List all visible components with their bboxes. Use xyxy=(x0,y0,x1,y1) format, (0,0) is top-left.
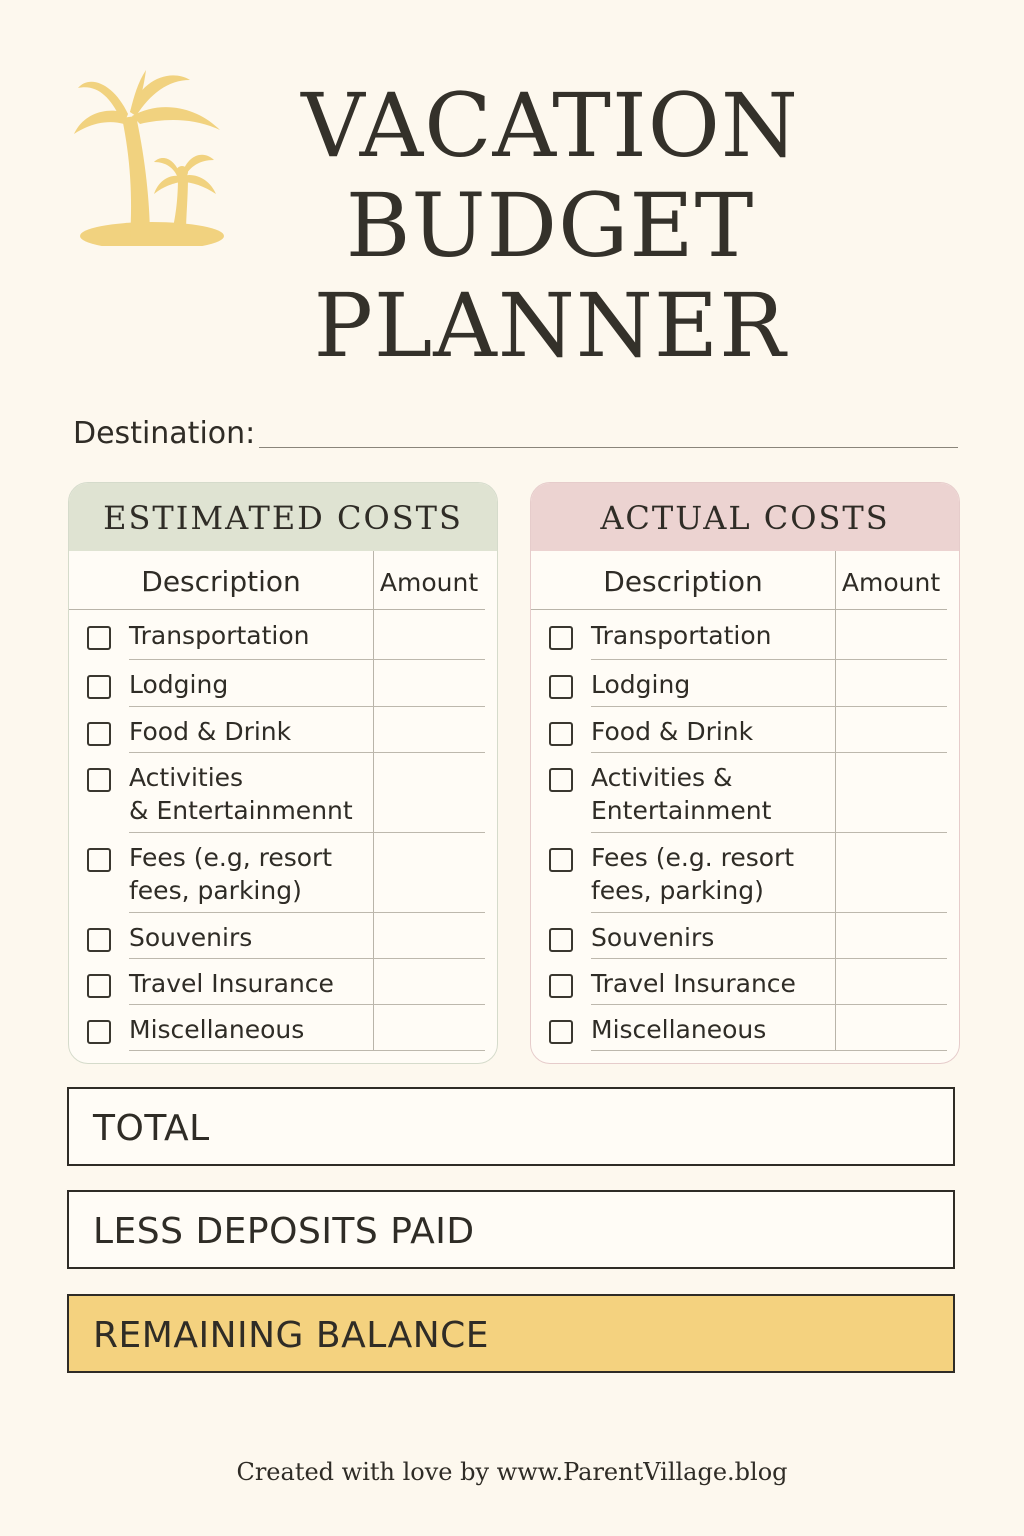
description-header: Description xyxy=(141,565,301,598)
cost-row xyxy=(69,913,497,959)
item-amount-field[interactable] xyxy=(374,611,484,660)
cost-row xyxy=(531,1005,959,1051)
item-description: Food & Drink xyxy=(129,717,292,746)
cost-row xyxy=(69,707,497,753)
item-amount-field[interactable] xyxy=(836,611,946,660)
description-header: Description xyxy=(603,565,763,598)
item-description: Transportation xyxy=(129,621,310,650)
palm-island-icon xyxy=(70,66,235,246)
item-description: Lodging xyxy=(591,670,691,699)
total-box xyxy=(67,1087,955,1166)
destination-field[interactable] xyxy=(259,447,958,448)
item-description: Transportation xyxy=(591,621,772,650)
cost-row xyxy=(69,660,497,707)
actual-costs-card xyxy=(530,482,960,1064)
remaining-balance-box xyxy=(67,1294,955,1373)
item-amount-field[interactable] xyxy=(836,913,946,959)
item-checkbox[interactable] xyxy=(549,928,573,952)
item-checkbox[interactable] xyxy=(549,974,573,998)
cost-row xyxy=(69,611,497,660)
amount-header: Amount xyxy=(379,568,479,597)
item-description: Fees (e.g. resort fees, parking) xyxy=(591,843,795,905)
item-amount-field[interactable] xyxy=(374,833,484,913)
destination-row xyxy=(73,414,958,454)
estimated-column-headers xyxy=(69,551,497,611)
item-amount-field[interactable] xyxy=(836,707,946,753)
item-amount-field[interactable] xyxy=(836,833,946,913)
item-checkbox[interactable] xyxy=(549,626,573,650)
item-description: Souvenirs xyxy=(129,923,253,952)
item-description: Activities & Entertainment xyxy=(591,763,772,825)
item-amount-field[interactable] xyxy=(836,1005,946,1051)
item-description: Souvenirs xyxy=(591,923,715,952)
item-description: Fees (e.g, resort fees, parking) xyxy=(129,843,333,905)
item-checkbox[interactable] xyxy=(87,974,111,998)
cost-row xyxy=(531,753,959,833)
total-label: TOTAL xyxy=(93,1108,210,1149)
item-amount-field[interactable] xyxy=(836,660,946,707)
item-amount-field[interactable] xyxy=(374,1005,484,1051)
item-amount-field[interactable] xyxy=(374,660,484,707)
cost-row xyxy=(531,660,959,707)
estimated-costs-title: ESTIMATED COSTS xyxy=(69,483,497,551)
estimated-costs-card xyxy=(68,482,498,1064)
item-amount-field[interactable] xyxy=(374,753,484,833)
footer-credit: Created with love by www.ParentVillage.blog xyxy=(236,1458,788,1486)
item-checkbox[interactable] xyxy=(87,848,111,872)
title-line-2: BUDGET xyxy=(345,174,755,277)
item-description: Miscellaneous xyxy=(591,1015,767,1044)
item-checkbox[interactable] xyxy=(549,722,573,746)
item-checkbox[interactable] xyxy=(549,768,573,792)
item-description: Travel Insurance xyxy=(591,969,796,998)
destination-label: Destination: xyxy=(73,416,256,451)
item-checkbox[interactable] xyxy=(549,1020,573,1044)
actual-costs-title: ACTUAL COSTS xyxy=(531,483,959,551)
remaining-balance-label: REMAINING BALANCE xyxy=(93,1315,490,1356)
item-description: Miscellaneous xyxy=(129,1015,305,1044)
item-amount-field[interactable] xyxy=(836,753,946,833)
item-amount-field[interactable] xyxy=(374,959,484,1005)
deposits-box xyxy=(67,1190,955,1269)
item-description: Travel Insurance xyxy=(129,969,334,998)
cost-row xyxy=(531,611,959,660)
item-amount-field[interactable] xyxy=(836,959,946,1005)
item-checkbox[interactable] xyxy=(87,675,111,699)
cost-row xyxy=(69,959,497,1005)
item-amount-field[interactable] xyxy=(374,913,484,959)
title-line-1: VACATION xyxy=(301,74,799,177)
title-line-3: PLANNER xyxy=(313,274,787,377)
cost-row xyxy=(69,1005,497,1051)
item-checkbox[interactable] xyxy=(87,626,111,650)
amount-header: Amount xyxy=(841,568,941,597)
item-description: Food & Drink xyxy=(591,717,754,746)
cost-row xyxy=(69,833,497,913)
item-description: Lodging xyxy=(129,670,229,699)
cost-row xyxy=(69,753,497,833)
cost-row xyxy=(531,913,959,959)
actual-column-headers xyxy=(531,551,959,611)
item-checkbox[interactable] xyxy=(549,675,573,699)
deposits-label: LESS DEPOSITS PAID xyxy=(93,1211,475,1252)
item-checkbox[interactable] xyxy=(87,722,111,746)
page-title xyxy=(270,76,830,376)
item-description: Activities & Entertainmennt xyxy=(129,763,353,825)
item-checkbox[interactable] xyxy=(87,928,111,952)
item-amount-field[interactable] xyxy=(374,707,484,753)
cost-row xyxy=(531,707,959,753)
item-checkbox[interactable] xyxy=(87,768,111,792)
item-checkbox[interactable] xyxy=(87,1020,111,1044)
cost-row xyxy=(531,959,959,1005)
cost-row xyxy=(531,833,959,913)
item-checkbox[interactable] xyxy=(549,848,573,872)
